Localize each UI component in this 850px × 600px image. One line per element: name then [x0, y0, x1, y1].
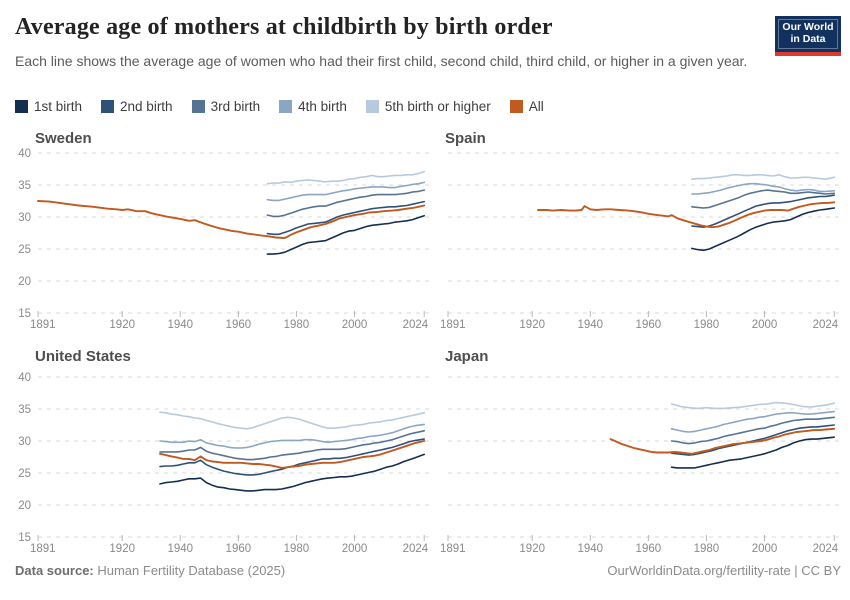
page-title: Average age of mothers at childbirth by birth order — [15, 14, 553, 40]
y-axis-label-30: 30 — [18, 436, 31, 448]
y-axis-label-40: 40 — [18, 148, 31, 160]
x-axis-label-1891: 1891 — [30, 543, 56, 555]
legend-item-4th-birth — [279, 99, 347, 114]
legend-label: 4th birth — [298, 99, 347, 114]
legend-label: 5th birth or higher — [384, 99, 491, 114]
series-line-5th-birth-or-higher — [692, 175, 834, 179]
series-line-4th-birth — [672, 412, 835, 432]
legend — [15, 99, 544, 114]
data-source-label: Data source: — [15, 563, 94, 578]
legend-item-all — [510, 99, 544, 114]
owid-logo-text — [778, 19, 838, 49]
series-line-5th-birth-or-higher — [672, 403, 835, 409]
y-axis-label-15: 15 — [18, 532, 31, 544]
series-line-5th-birth-or-higher — [160, 412, 424, 429]
legend-label: 2nd birth — [120, 99, 173, 114]
x-axis-label-1960: 1960 — [225, 543, 252, 555]
x-axis-label-1940: 1940 — [577, 543, 604, 555]
x-axis-label-2024: 2024 — [402, 543, 429, 555]
x-axis-label-1920: 1920 — [109, 543, 136, 555]
legend-swatch — [192, 100, 205, 113]
x-axis-label-1920: 1920 — [519, 543, 546, 555]
owid-logo-line2: in Data — [790, 32, 826, 45]
y-axis-label-15: 15 — [18, 308, 31, 320]
y-axis-label-25: 25 — [18, 468, 31, 480]
x-axis-label-1940: 1940 — [577, 319, 604, 331]
legend-item-2nd-birth — [101, 99, 173, 114]
y-axis-label-20: 20 — [18, 500, 31, 512]
legend-label: 1st birth — [34, 99, 83, 114]
x-axis-label-2000: 2000 — [751, 319, 778, 331]
x-axis-label-2024: 2024 — [812, 319, 839, 331]
x-axis-label-2000: 2000 — [341, 543, 368, 555]
legend-item-5th-birth-or-higher — [366, 99, 491, 114]
x-axis-label-1891: 1891 — [440, 543, 466, 555]
x-axis-label-2024: 2024 — [402, 319, 429, 331]
panel-title-japan: Japan — [445, 348, 489, 365]
series-line-4th-birth — [160, 424, 424, 448]
x-axis-label-1920: 1920 — [109, 319, 136, 331]
data-source-note — [15, 563, 285, 578]
legend-swatch — [101, 100, 114, 113]
x-axis-label-1980: 1980 — [693, 319, 720, 331]
x-axis-label-2000: 2000 — [751, 543, 778, 555]
series-line-all — [538, 202, 834, 227]
chart-panel-spain — [410, 147, 840, 333]
y-axis-label-35: 35 — [18, 180, 31, 192]
owid-logo-accent-bar — [775, 52, 841, 56]
y-axis-label-35: 35 — [18, 404, 31, 416]
panel-title-sweden: Sweden — [35, 130, 92, 147]
x-axis-label-1980: 1980 — [283, 319, 310, 331]
footer — [15, 563, 841, 578]
chart-subtitle: Each line shows the average age of women who had their first child, second child, third child, or higher in a given year. — [15, 53, 748, 69]
x-axis-label-1940: 1940 — [167, 319, 194, 331]
y-axis-label-25: 25 — [18, 244, 31, 256]
x-axis-label-1980: 1980 — [283, 543, 310, 555]
data-source-value: Human Fertility Database (2025) — [93, 563, 286, 578]
panel-title-united-states: United States — [35, 348, 131, 365]
series-line-1st-birth — [692, 208, 834, 250]
series-line-all — [38, 201, 424, 238]
owid-logo-line1: Our World — [782, 21, 834, 33]
x-axis-label-1920: 1920 — [519, 319, 546, 331]
y-axis-label-20: 20 — [18, 276, 31, 288]
footer-link-license: OurWorldinData.org/fertility-rate | CC BY — [607, 563, 841, 578]
y-axis-label-40: 40 — [18, 372, 31, 384]
legend-swatch — [510, 100, 523, 113]
x-axis-label-1980: 1980 — [693, 543, 720, 555]
owid-logo — [775, 16, 841, 56]
legend-label: 3rd birth — [210, 99, 261, 114]
legend-item-1st-birth — [15, 99, 82, 114]
x-axis-label-2000: 2000 — [341, 319, 368, 331]
chart-panel-united-states — [0, 371, 430, 557]
y-axis-label-30: 30 — [18, 212, 31, 224]
series-line-3rd-birth — [267, 190, 424, 216]
legend-swatch — [279, 100, 292, 113]
chart-panel-japan — [410, 371, 840, 557]
legend-swatch — [15, 100, 28, 113]
x-axis-label-1960: 1960 — [635, 543, 662, 555]
legend-swatch — [366, 100, 379, 113]
x-axis-label-1940: 1940 — [167, 543, 194, 555]
x-axis-label-1891: 1891 — [30, 319, 56, 331]
legend-item-3rd-birth — [192, 99, 261, 114]
legend-label: All — [528, 99, 544, 114]
x-axis-label-1960: 1960 — [635, 319, 662, 331]
series-line-5th-birth-or-higher — [267, 172, 424, 184]
x-axis-label-1891: 1891 — [440, 319, 466, 331]
x-axis-label-1960: 1960 — [225, 319, 252, 331]
chart-panel-sweden — [0, 147, 430, 333]
x-axis-label-2024: 2024 — [812, 543, 839, 555]
panel-title-spain: Spain — [445, 130, 486, 147]
